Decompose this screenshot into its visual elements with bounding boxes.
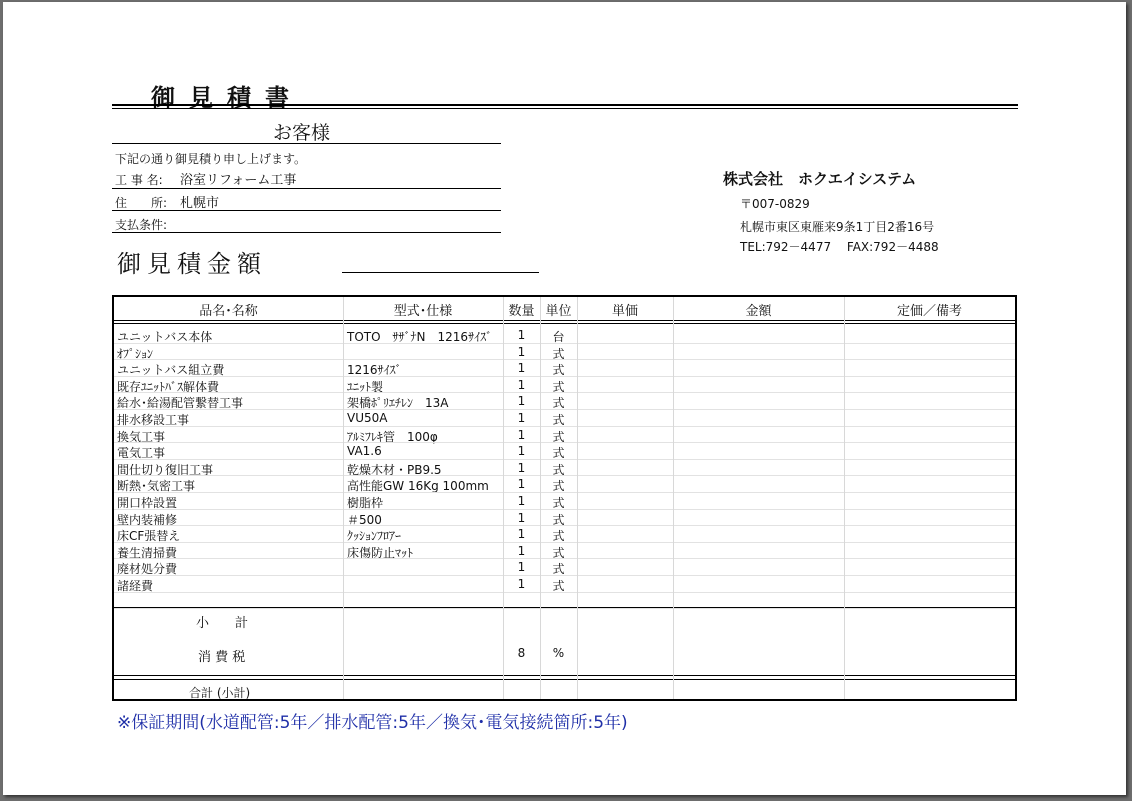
row-unit: 式: [552, 429, 565, 444]
column-divider: [503, 297, 504, 699]
row-name: ｵﾌﾟｼｮﾝ: [117, 346, 154, 361]
estimate-sheet: [3, 2, 1126, 795]
row-gridline: [114, 426, 1015, 427]
row-qty: 1: [517, 377, 526, 392]
title-rule: [112, 108, 1018, 109]
row-gridline: [114, 575, 1015, 576]
row-spec: 1216ｻｲｽﾞ: [347, 363, 402, 378]
header-list-price: 定価／備考: [896, 304, 962, 319]
row-name: 排水移設工事: [117, 413, 190, 427]
row-name: 壁内装補修: [117, 512, 178, 527]
payment-rule: [112, 232, 501, 233]
header-spec: 型式･仕様: [393, 304, 453, 319]
row-name: 換気工事: [117, 429, 166, 444]
header-rule: [114, 320, 1015, 321]
column-divider: [844, 297, 845, 699]
row-spec: 高性能GW 16Kg 100mm: [347, 479, 489, 494]
row-qty: 1: [517, 494, 526, 508]
row-name: ユニットバス本体: [117, 330, 213, 344]
column-divider: [673, 297, 674, 699]
row-spec: 床傷防止ﾏｯﾄ: [347, 545, 414, 560]
customer-label: お客様: [273, 122, 331, 144]
warranty-note: ※保証期間(水道配管:5年／排水配管:5年／換気･電気接続箇所:5年): [117, 713, 628, 733]
address-rule: [112, 210, 501, 211]
row-qty: 1: [517, 543, 526, 558]
title-rule: [112, 104, 1018, 106]
tax-rate: 8: [517, 646, 526, 660]
estimate-table: [112, 295, 1017, 701]
row-name: 養生清掃費: [117, 545, 178, 560]
project-value: 浴室リフォーム工事: [180, 173, 297, 188]
header-qty: 数量: [508, 304, 535, 319]
row-spec: ＃500: [347, 512, 382, 527]
row-qty: 1: [517, 527, 526, 542]
row-gridline: [114, 459, 1015, 460]
document-title: 御見積書: [151, 84, 303, 112]
row-spec: 架橋ﾎﾟﾘｴﾁﾚﾝ 13A: [347, 396, 449, 411]
row-unit: 式: [552, 462, 565, 477]
company-tel-fax: TEL:792－4477 FAX:792－4488: [740, 240, 939, 254]
column-divider: [540, 297, 541, 699]
row-unit: 式: [552, 529, 565, 544]
subtotal-rule: [114, 607, 1015, 608]
total-label: 合計 (小計): [189, 686, 251, 700]
row-qty: 1: [517, 510, 526, 525]
row-name: 断熱･気密工事: [117, 479, 196, 494]
row-gridline: [114, 475, 1015, 476]
column-divider: [577, 297, 578, 699]
intro-text: 下記の通り御見積り申し上げます。: [115, 152, 307, 166]
row-spec: 乾燥木材・PB9.5: [347, 462, 442, 477]
row-qty: 1: [517, 394, 526, 409]
row-spec: 樹脂枠: [347, 496, 384, 510]
project-label: 工 事 名:: [115, 173, 163, 187]
row-gridline: [114, 492, 1015, 493]
row-gridline: [114, 608, 1015, 609]
customer-rule: [112, 143, 501, 144]
row-qty: 1: [517, 560, 526, 575]
row-unit: 式: [552, 579, 565, 593]
total-rule: [114, 675, 1015, 676]
row-gridline: [114, 525, 1015, 526]
row-gridline: [114, 392, 1015, 393]
row-gridline: [114, 558, 1015, 559]
row-qty: 1: [517, 477, 526, 492]
header-unit-price: 単価: [611, 304, 638, 319]
row-qty: 1: [517, 328, 526, 342]
row-name: 給水･給湯配管繋替工事: [117, 396, 244, 411]
total-rule: [114, 679, 1015, 680]
row-name: 開口枠設置: [117, 496, 178, 510]
address-value: 札幌市: [180, 196, 220, 211]
row-unit: 式: [552, 545, 565, 560]
company-name: 株式会社 ホクエイシステム: [723, 170, 917, 188]
row-qty: 1: [517, 344, 526, 359]
row-name: 諸経費: [117, 579, 154, 593]
header-rule: [114, 323, 1015, 324]
row-spec: ｱﾙﾐﾌﾚｷ管 100φ: [347, 429, 438, 444]
row-unit: 式: [552, 413, 565, 427]
row-name: ユニットバス組立費: [117, 363, 225, 378]
project-rule: [112, 188, 501, 189]
row-unit: 式: [552, 396, 565, 411]
row-gridline: [114, 359, 1015, 360]
row-spec: TOTO ｻｻﾞﾅN 1216ｻｲｽﾞ: [347, 330, 493, 344]
row-qty: 1: [517, 577, 526, 591]
row-gridline: [114, 376, 1015, 377]
row-gridline: [114, 592, 1015, 593]
row-unit: 式: [552, 479, 565, 494]
row-unit: 台: [552, 330, 565, 344]
row-name: 既存ﾕﾆｯﾄﾊﾞｽ解体費: [117, 379, 220, 394]
estimate-amount-label: 御見積金額: [117, 250, 267, 278]
row-name: 廃材処分費: [117, 562, 178, 577]
subtotal-label: 小 計: [196, 616, 249, 631]
company-zip: 〒007-0829: [740, 197, 810, 211]
row-unit: 式: [552, 346, 565, 361]
row-name: 床CF張替え: [117, 529, 181, 544]
row-gridline: [114, 509, 1015, 510]
header-amount: 金額: [745, 304, 772, 319]
row-gridline: [114, 409, 1015, 410]
row-unit: 式: [552, 363, 565, 378]
row-name: 間仕切り復旧工事: [117, 462, 214, 477]
row-unit: 式: [552, 379, 565, 394]
address-label: 住 所:: [115, 196, 168, 210]
row-qty: 1: [517, 361, 526, 376]
row-qty: 1: [517, 444, 526, 459]
company-address: 札幌市東区東雁来9条1丁目2番16号: [740, 220, 935, 234]
row-spec: ﾕﾆｯﾄ製: [347, 379, 384, 394]
row-qty: 1: [517, 427, 526, 442]
row-spec: ｸｯｼｮﾝﾌﾛｱｰ: [347, 529, 402, 544]
row-qty: 1: [517, 460, 526, 475]
row-spec: VA1.6: [347, 444, 382, 459]
column-divider: [343, 297, 344, 699]
row-unit: 式: [552, 446, 565, 461]
row-spec: VU50A: [347, 411, 388, 425]
header-unit: 単位: [545, 304, 572, 319]
row-name: 電気工事: [117, 446, 166, 461]
estimate-amount-rule: [342, 272, 539, 273]
tax-label: 消 費 税: [198, 650, 246, 665]
row-unit: 式: [552, 512, 565, 527]
header-item-name: 品名･名称: [199, 304, 258, 319]
row-unit: 式: [552, 496, 565, 510]
row-gridline: [114, 542, 1015, 543]
row-gridline: [114, 442, 1015, 443]
row-gridline: [114, 343, 1015, 344]
row-unit: 式: [552, 562, 565, 577]
tax-unit: %: [552, 646, 565, 660]
row-qty: 1: [517, 411, 526, 425]
payment-label: 支払条件:: [115, 218, 168, 232]
